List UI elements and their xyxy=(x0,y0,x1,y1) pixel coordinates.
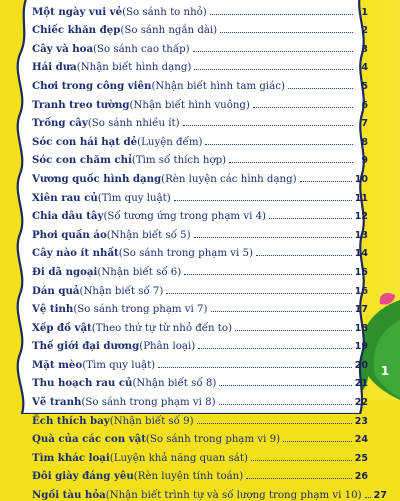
toc-entry-subtitle: (Nhận biết số 7) xyxy=(79,285,164,297)
toc-leader-dots xyxy=(246,478,352,479)
toc-leader-dots xyxy=(205,144,353,145)
toc-entry-subtitle: (So sánh trong phạm vi 9) xyxy=(145,434,281,446)
toc-entry-subtitle: (Nhận biết trình tự và số lượng trong phạm vi 10) xyxy=(105,490,362,501)
toc-leader-dots xyxy=(283,441,352,442)
toc-entry-title: Ngồi tàu hỏa xyxy=(32,489,106,501)
toc-entry xyxy=(32,297,368,316)
toc-leader-dots xyxy=(183,125,353,126)
toc-entry-subtitle: (Nhận biết hình tam giác) xyxy=(151,80,285,92)
toc-entry xyxy=(32,36,368,55)
toc-entry xyxy=(32,427,368,446)
toc-entry xyxy=(32,73,368,92)
toc-entry-title: Mặt mèo xyxy=(32,358,83,371)
toc-entry-title: Cây nào ít nhất xyxy=(32,247,119,260)
toc-entry-subtitle: (So sánh trong phạm vi 7) xyxy=(73,304,208,316)
toc-entry-subtitle: (So sánh trong phạm vi 5) xyxy=(118,248,253,260)
toc-entry-title: Xếp đồ vật xyxy=(32,321,92,334)
toc-entry-subtitle: (Rèn luyện các hình dạng) xyxy=(161,173,297,185)
toc-entry-title: Dán quả xyxy=(32,284,80,297)
toc-entry xyxy=(32,185,368,204)
toc-page-number: 1 xyxy=(361,6,368,18)
toc-entry-title: Tranh treo tường xyxy=(32,98,130,111)
toc-entry-title: Vệ tinh xyxy=(32,303,74,316)
toc-leader-dots xyxy=(229,162,353,163)
toc-entry xyxy=(32,92,368,111)
toc-entry-subtitle: (So sánh cao thấp) xyxy=(93,43,190,55)
toc-leader-dots xyxy=(220,32,353,33)
toc-page-number: 23 xyxy=(354,415,368,427)
toc-page-number: 11 xyxy=(354,192,368,204)
toc-entry xyxy=(32,259,368,278)
toc-entry-subtitle: (So sánh trong phạm vi 8) xyxy=(81,397,216,409)
toc-leader-dots xyxy=(219,404,352,405)
toc-page-number: 14 xyxy=(354,248,368,260)
toc-entry xyxy=(32,445,368,464)
toc-leader-dots xyxy=(194,237,352,238)
toc-entry xyxy=(32,241,368,260)
toc-entry-title: Phơi quần áo xyxy=(32,228,107,241)
toc-page-number: 18 xyxy=(354,322,368,334)
toc-entry-title: Đi dã ngoại xyxy=(32,265,98,278)
toc-entry-title: Hái dưa xyxy=(32,61,77,74)
toc-entry xyxy=(32,129,368,148)
toc-entry-subtitle: (So sánh to nhỏ) xyxy=(122,6,207,18)
toc-leader-dots xyxy=(235,330,352,331)
toc-entry-title: Sóc con chăm chỉ xyxy=(32,154,132,167)
toc-page-number: 5 xyxy=(361,80,368,92)
toc-entry-title: Quà của các con vật xyxy=(32,433,146,446)
toc-card xyxy=(14,0,387,501)
toc-entry-title: Chia dâu tây xyxy=(32,210,104,223)
toc-entry-title: Chơi trong công viên xyxy=(32,79,152,92)
toc-entry-subtitle: (So sánh nhiều ít) xyxy=(87,118,180,130)
toc-leader-dots xyxy=(219,385,351,386)
toc-page-number: 9 xyxy=(361,155,368,167)
toc-leader-dots xyxy=(197,423,352,424)
toc-leader-dots xyxy=(269,218,352,219)
toc-page-number: 2 xyxy=(361,25,368,37)
page-number-badge: 1 xyxy=(380,364,390,378)
toc-entry-subtitle: (Tìm quy luật) xyxy=(82,359,156,371)
toc-page-number: 13 xyxy=(354,229,368,241)
toc-entry-subtitle: (Nhận biết hình vuông) xyxy=(129,99,250,111)
toc-entry xyxy=(32,408,368,427)
toc-entry-title: Vẽ tranh xyxy=(32,396,82,409)
toc-leader-dots xyxy=(210,14,353,15)
toc-entry-subtitle: (Rèn luyện tính toán) xyxy=(133,471,244,483)
toc-entry xyxy=(32,166,368,185)
toc-entry xyxy=(32,482,387,501)
toc-page-number: 15 xyxy=(354,266,368,278)
toc-page-number: 16 xyxy=(354,285,368,297)
toc-page-number: 12 xyxy=(354,211,368,223)
toc-entry-subtitle: (Theo thứ tự từ nhỏ đến to) xyxy=(91,322,233,334)
toc-entry-subtitle: (Nhận biết hình dạng) xyxy=(76,62,192,74)
toc-entry xyxy=(32,222,368,241)
toc-entry xyxy=(32,352,368,371)
toc-entry-title: Thế giới đại dương xyxy=(32,340,140,353)
toc-leader-dots xyxy=(198,348,352,349)
toc-entry-subtitle: (So sánh ngắn dài) xyxy=(120,25,218,37)
toc-page-number: 25 xyxy=(354,452,368,464)
toc-entry xyxy=(32,315,368,334)
toc-entry-subtitle: (Luyện đếm) xyxy=(137,136,203,148)
toc-entry-subtitle: (Luyện khả năng quan sát) xyxy=(109,452,248,464)
toc-entry xyxy=(32,389,368,408)
toc-leader-dots xyxy=(256,255,352,256)
toc-page-number: 27 xyxy=(373,490,387,501)
toc-leader-dots xyxy=(166,293,351,294)
toc-page-number: 4 xyxy=(361,62,368,74)
toc-page-number: 22 xyxy=(354,397,368,409)
toc-entry xyxy=(32,148,368,167)
toc-entry-subtitle: (Nhận biết số 6) xyxy=(97,266,182,278)
toc-entry xyxy=(32,55,368,74)
toc-entry-subtitle: (Tìm quy luật) xyxy=(97,192,171,204)
toc-leader-dots xyxy=(300,181,352,182)
toc-entry-title: Vương quốc hình dạng xyxy=(32,172,162,185)
toc-entry xyxy=(32,111,368,130)
toc-entry-title: Đôi giày đáng yêu xyxy=(32,470,134,483)
toc-entry-subtitle: (Nhận biết số 9) xyxy=(109,415,194,427)
toc-leader-dots xyxy=(174,200,352,201)
toc-page-number: 8 xyxy=(361,136,368,148)
toc-page-number: 3 xyxy=(361,43,368,55)
toc-page-number: 17 xyxy=(354,304,368,316)
toc-entry xyxy=(32,371,368,390)
toc-leader-dots xyxy=(253,107,353,108)
toc-entry-subtitle: (Nhận biết số 8) xyxy=(132,378,217,390)
toc-page-number: 10 xyxy=(354,173,368,185)
toc-page-number: 19 xyxy=(354,341,368,353)
toc-entry-subtitle: (Phân loại) xyxy=(139,341,196,353)
toc-entry xyxy=(32,464,368,483)
toc-leader-dots xyxy=(365,497,371,498)
toc-page-number: 6 xyxy=(361,99,368,111)
toc-entry-title: Một ngày vui vẻ xyxy=(32,5,123,18)
toc-leader-dots xyxy=(288,88,353,89)
toc-page-number: 26 xyxy=(354,471,368,483)
toc-entry-title: Trồng cây xyxy=(32,117,88,130)
table-of-contents xyxy=(32,0,387,501)
toc-page-number: 20 xyxy=(354,359,368,371)
toc-leader-dots xyxy=(251,460,352,461)
toc-leader-dots xyxy=(158,367,352,368)
toc-entry-title: Xiên rau củ xyxy=(32,191,98,204)
toc-entry xyxy=(32,278,368,297)
toc-entry xyxy=(32,204,368,223)
toc-entry-title: Chiếc khăn đẹp xyxy=(32,24,121,37)
toc-leader-dots xyxy=(193,51,353,52)
toc-page-number: 21 xyxy=(354,378,368,390)
toc-entry-title: Cây và hoa xyxy=(32,42,94,55)
toc-entry-title: Ếch thích bay xyxy=(32,414,110,427)
toc-entry-title: Sóc con hái hạt dẻ xyxy=(32,135,138,148)
toc-page-number: 7 xyxy=(361,118,368,130)
toc-leader-dots xyxy=(194,69,353,70)
toc-entry xyxy=(32,0,368,18)
toc-entry-subtitle: (Tìm số thích hợp) xyxy=(131,155,227,167)
toc-leader-dots xyxy=(184,274,352,275)
toc-entry-title: Tìm khác loại xyxy=(32,451,110,464)
toc-entry-subtitle: (Số tương ứng trong phạm vi 4) xyxy=(103,211,267,223)
toc-leader-dots xyxy=(211,311,352,312)
toc-page-number: 24 xyxy=(354,434,368,446)
toc-entry xyxy=(32,18,368,37)
toc-entry-title: Thu hoạch rau củ xyxy=(32,377,133,390)
toc-entry-subtitle: (Nhận biết số 5) xyxy=(106,229,191,241)
toc-entry xyxy=(32,334,368,353)
